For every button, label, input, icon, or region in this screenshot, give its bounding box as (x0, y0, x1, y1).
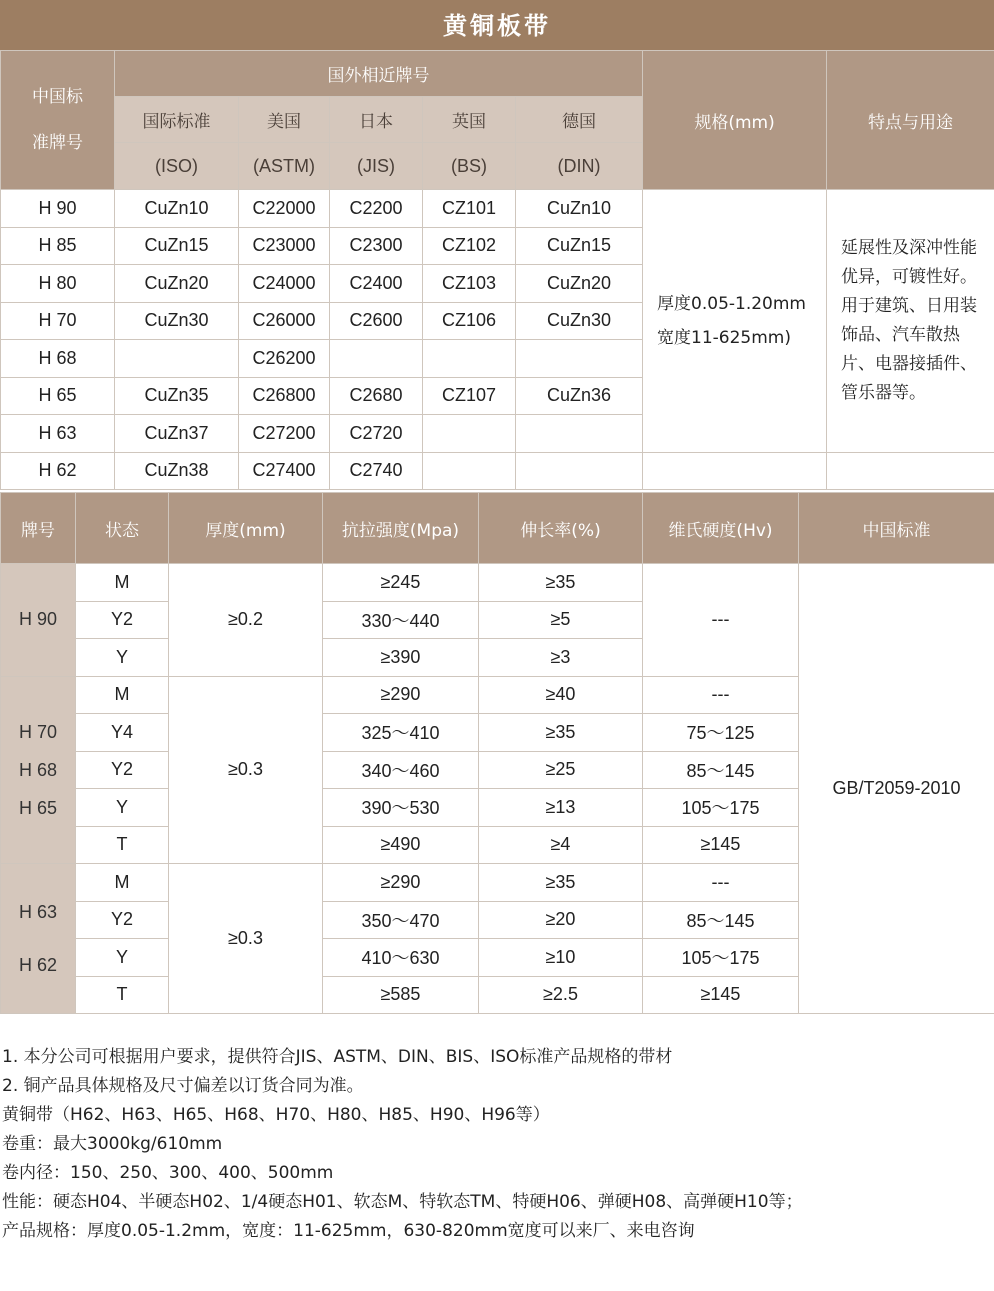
page-title: 黄铜板带 (0, 0, 994, 50)
bs-cell: CZ102 (423, 227, 516, 265)
jis-cell (330, 340, 423, 378)
grade-cell: H 85 (1, 227, 115, 265)
elongation-cell: ≥4 (479, 826, 643, 864)
grade-cell: H 68 (1, 340, 115, 378)
hardness-cell: 75～125 (643, 714, 799, 752)
elongation-cell: ≥3 (479, 639, 643, 677)
jis-cell: C2200 (330, 190, 423, 228)
note-line: 性能：硬态H04、半硬态H02、1/4硬态H01、软态M、特软态TM、特硬H06、弹硬H08、高弹硬H10等； (2, 1192, 803, 1212)
grade-comparison-table (0, 50, 994, 490)
hardness-cell: ≥145 (643, 826, 799, 864)
tensile-cell: 390～530 (323, 789, 479, 827)
hardness-cell: --- (643, 676, 799, 714)
jis-cell: C2680 (330, 377, 423, 415)
jis-cell: C2300 (330, 227, 423, 265)
hardness-cell: 105～175 (643, 789, 799, 827)
hardness-cell: ≥145 (643, 976, 799, 1014)
bs-cell (423, 340, 516, 378)
country-header: 美国 (239, 97, 330, 143)
din-cell (516, 452, 643, 490)
standard-header: (BS) (423, 143, 516, 190)
tensile-cell: ≥585 (323, 976, 479, 1014)
note-line: 卷内径：150、250、300、400、500mm (2, 1163, 334, 1183)
spec-header: 规格(mm) (643, 51, 827, 190)
table-row (1, 190, 994, 228)
hardness-cell: --- (643, 864, 799, 902)
iso-cell: CuZn35 (115, 377, 239, 415)
state-cell: Y2 (76, 601, 169, 639)
bs-cell: CZ107 (423, 377, 516, 415)
tensile-cell: ≥390 (323, 639, 479, 677)
tensile-cell: 350～470 (323, 901, 479, 939)
state-cell: Y (76, 789, 169, 827)
features-header: 特点与用途 (827, 51, 994, 190)
elongation-cell: ≥40 (479, 676, 643, 714)
astm-cell: C24000 (239, 265, 330, 303)
note-line: 2. 铜产品具体规格及尺寸偏差以订货合同为准。 (2, 1076, 364, 1096)
state-header: 状态 (76, 493, 169, 564)
spec-cell-empty (643, 452, 827, 490)
state-cell: Y2 (76, 901, 169, 939)
grade-cell: H 90 (1, 190, 115, 228)
state-cell: M (76, 676, 169, 714)
jis-cell: C2740 (330, 452, 423, 490)
astm-cell: C23000 (239, 227, 330, 265)
jis-cell: C2400 (330, 265, 423, 303)
tensile-cell: 325～410 (323, 714, 479, 752)
tensile-cell: ≥290 (323, 676, 479, 714)
grade-group-cell: H 70 H 68 H 65 (1, 676, 76, 864)
grade-cell: H 80 (1, 265, 115, 303)
elongation-header: 伸长率(%) (479, 493, 643, 564)
bs-cell: CZ103 (423, 265, 516, 303)
grade-cell: H 70 (1, 302, 115, 340)
mechanical-properties-table (0, 492, 994, 1014)
country-header: 德国 (516, 97, 643, 143)
elongation-cell: ≥5 (479, 601, 643, 639)
iso-cell (115, 340, 239, 378)
country-header: 英国 (423, 97, 516, 143)
grade-cell: H 62 (1, 452, 115, 490)
state-cell: T (76, 826, 169, 864)
iso-cell: CuZn38 (115, 452, 239, 490)
country-header: 日本 (330, 97, 423, 143)
standard-header: (JIS) (330, 143, 423, 190)
tensile-cell: ≥290 (323, 864, 479, 902)
note-line: 产品规格：厚度0.05-1.2mm，宽度：11-625mm，630-820mm宽度可以来厂、来电咨询 (2, 1221, 695, 1241)
tensile-cell: 340～460 (323, 751, 479, 789)
hardness-header: 维氏硬度(Hv) (643, 493, 799, 564)
elongation-cell: ≥20 (479, 901, 643, 939)
hardness-cell: 85～145 (643, 751, 799, 789)
state-cell: M (76, 864, 169, 902)
state-cell: M (76, 564, 169, 602)
state-cell: Y4 (76, 714, 169, 752)
note-line: 黄铜带（H62、H63、H65、H68、H70、H80、H85、H90、H96等） (2, 1105, 550, 1125)
thickness-cell: ≥0.3 (169, 864, 323, 1014)
din-cell: CuZn30 (516, 302, 643, 340)
note-line: 卷重：最大3000kg/610mm (2, 1134, 223, 1154)
din-cell: CuZn20 (516, 265, 643, 303)
astm-cell: C26800 (239, 377, 330, 415)
din-cell: CuZn36 (516, 377, 643, 415)
state-cell: T (76, 976, 169, 1014)
din-cell (516, 340, 643, 378)
astm-cell: C26200 (239, 340, 330, 378)
jis-cell: C2600 (330, 302, 423, 340)
astm-cell: C27400 (239, 452, 330, 490)
china-standard-header: 中国标准 (799, 493, 994, 564)
note-line: 1. 本分公司可根据用户要求，提供符合JIS、ASTM、DIN、BIS、ISO标准产品规格的带材 (2, 1047, 673, 1067)
grade-group-cell: H 90 (1, 564, 76, 677)
standard-header: (DIN) (516, 143, 643, 190)
hardness-cell: --- (643, 564, 799, 677)
iso-cell: CuZn20 (115, 265, 239, 303)
astm-cell: C26000 (239, 302, 330, 340)
features-cell-empty (827, 452, 994, 490)
hardness-cell: 85～145 (643, 901, 799, 939)
state-cell: Y2 (76, 751, 169, 789)
elongation-cell: ≥10 (479, 939, 643, 977)
thickness-cell: ≥0.2 (169, 564, 323, 677)
elongation-cell: ≥25 (479, 751, 643, 789)
tensile-cell: 330～440 (323, 601, 479, 639)
iso-cell: CuZn10 (115, 190, 239, 228)
tensile-cell: ≥245 (323, 564, 479, 602)
standard-header: (ISO) (115, 143, 239, 190)
cn-grade-header: 中国标 准牌号 (1, 51, 115, 190)
china-standard-cell: GB/T2059-2010 (799, 564, 994, 1014)
grade-header: 牌号 (1, 493, 76, 564)
din-cell: CuZn10 (516, 190, 643, 228)
elongation-cell: ≥35 (479, 714, 643, 752)
astm-cell: C22000 (239, 190, 330, 228)
spec-cell: 厚度0.05-1.20mm 宽度11-625mm) (643, 190, 827, 453)
jis-cell: C2720 (330, 415, 423, 453)
tensile-cell: 410～630 (323, 939, 479, 977)
table-row (1, 452, 994, 490)
tensile-cell: ≥490 (323, 826, 479, 864)
bs-cell (423, 452, 516, 490)
thickness-cell: ≥0.3 (169, 676, 323, 864)
thickness-header: 厚度(mm) (169, 493, 323, 564)
country-header: 国际标准 (115, 97, 239, 143)
grade-cell: H 65 (1, 377, 115, 415)
din-cell (516, 415, 643, 453)
elongation-cell: ≥2.5 (479, 976, 643, 1014)
features-cell: 延展性及深冲性能优异，可镀性好。用于建筑、日用装饰品、汽车散热片、电器接插件、管乐器等。 (827, 190, 994, 453)
bs-cell: CZ106 (423, 302, 516, 340)
standard-header: (ASTM) (239, 143, 330, 190)
bs-cell (423, 415, 516, 453)
notes-section (2, 1043, 992, 1246)
bs-cell: CZ101 (423, 190, 516, 228)
iso-cell: CuZn30 (115, 302, 239, 340)
grade-group-cell: H 63 H 62 (1, 864, 76, 1014)
tensile-header: 抗拉强度(Mpa) (323, 493, 479, 564)
elongation-cell: ≥35 (479, 564, 643, 602)
din-cell: CuZn15 (516, 227, 643, 265)
iso-cell: CuZn37 (115, 415, 239, 453)
iso-cell: CuZn15 (115, 227, 239, 265)
table-row (1, 564, 994, 602)
elongation-cell: ≥35 (479, 864, 643, 902)
state-cell: Y (76, 639, 169, 677)
state-cell: Y (76, 939, 169, 977)
elongation-cell: ≥13 (479, 789, 643, 827)
foreign-grade-header: 国外相近牌号 (115, 51, 643, 97)
hardness-cell: 105～175 (643, 939, 799, 977)
astm-cell: C27200 (239, 415, 330, 453)
grade-cell: H 63 (1, 415, 115, 453)
